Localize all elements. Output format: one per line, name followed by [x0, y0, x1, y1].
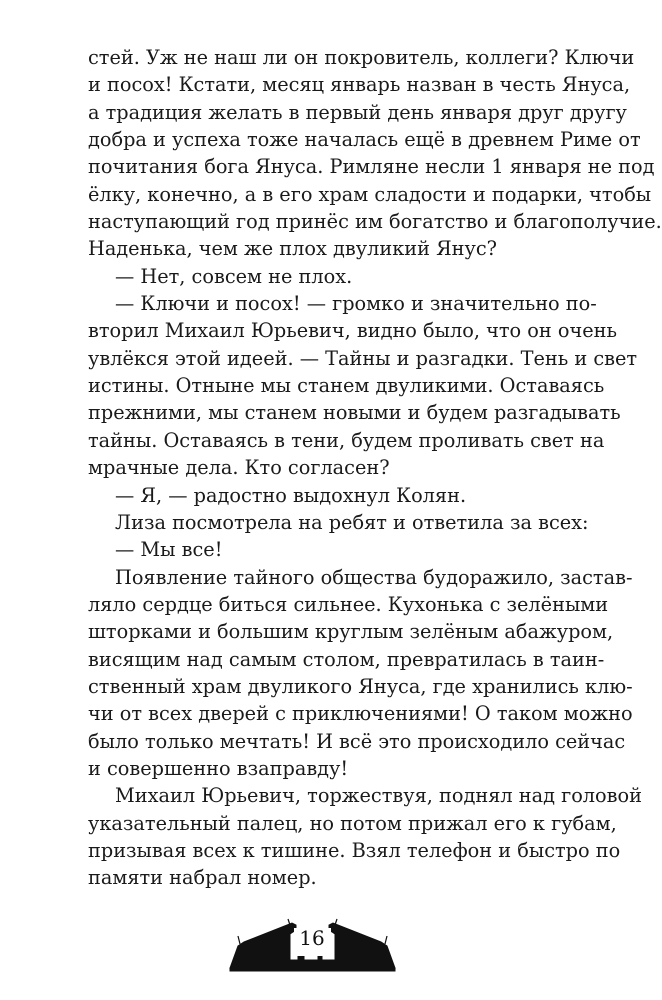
text-line: ёлку, конечно, а в его храм сладости и подарки, чтобы	[88, 182, 652, 206]
text-line: памяти набрал номер.	[88, 866, 317, 890]
text-line: тайны. Оставаясь в тени, будем проливать свет на	[88, 428, 605, 452]
text-line: было только мечтать! И всё это происходило сейчас	[88, 729, 626, 753]
text-line: чи от всех дверей с приключениями! О таком можно	[88, 702, 633, 726]
text-line: Появление тайного общества будоражило, застав-	[115, 565, 633, 589]
text-line: — Мы все!	[115, 538, 223, 562]
text-line: стей. Уж не наш ли он покровитель, коллеги? Ключи	[88, 46, 635, 69]
text-line: — Я, — радостно выдохнул Колян.	[115, 483, 467, 507]
text-line: ственный храм двуликого Януса, где хранились клю-	[88, 674, 633, 698]
text-line: и совершенно взаправду!	[88, 756, 349, 780]
text-line: — Ключи и посох! — громко и значительно по-	[115, 292, 597, 316]
text-line: увлёкся этой идеей. — Тайны и разгадки. Тень и свет	[88, 346, 638, 370]
text-line: вторил Михаил Юрьевич, видно было, что он очень	[88, 319, 617, 343]
text-line: Наденька, чем же плох двуликий Янус?	[88, 237, 497, 261]
text-line: шторками и большим круглым зелёным абажуром,	[88, 620, 614, 644]
text-line: мрачные дела. Кто согласен?	[88, 456, 390, 480]
page-text	[88, 44, 662, 892]
page-footer	[230, 916, 395, 976]
text-line: ляло сердце биться сильнее. Кухонька с зелёными	[88, 592, 609, 616]
text-line: Лиза посмотрела на ребят и ответила за всех:	[115, 510, 589, 534]
text-line: призывая всех к тишине. Взял телефон и быстро по	[88, 838, 621, 862]
text-line: висящим над самым столом, превратилась в таин-	[88, 647, 605, 671]
text-line: а традиция желать в первый день января друг другу	[88, 100, 627, 124]
text-line: и посох! Кстати, месяц январь назван в честь Януса,	[88, 73, 631, 97]
text-line: прежними, мы станем новыми и будем разгадывать	[88, 401, 621, 425]
text-line: указательный палец, но потом прижал его к губам,	[88, 811, 617, 835]
page-number: 16	[299, 926, 325, 950]
text-line: Михаил Юрьевич, торжествуя, поднял над головой	[115, 784, 642, 808]
text-line: истины. Отныне мы станем двуликими. Оставаясь	[88, 374, 605, 398]
text-line: наступающий год принёс им богатство и благополучие.	[88, 210, 662, 234]
text-line: добра и успеха тоже началась ещё в древнем Риме от	[88, 128, 641, 152]
text-line: почитания бога Януса. Римляне несли 1 января не под	[88, 155, 655, 179]
text-line: — Нет, совсем не плох.	[115, 264, 353, 288]
